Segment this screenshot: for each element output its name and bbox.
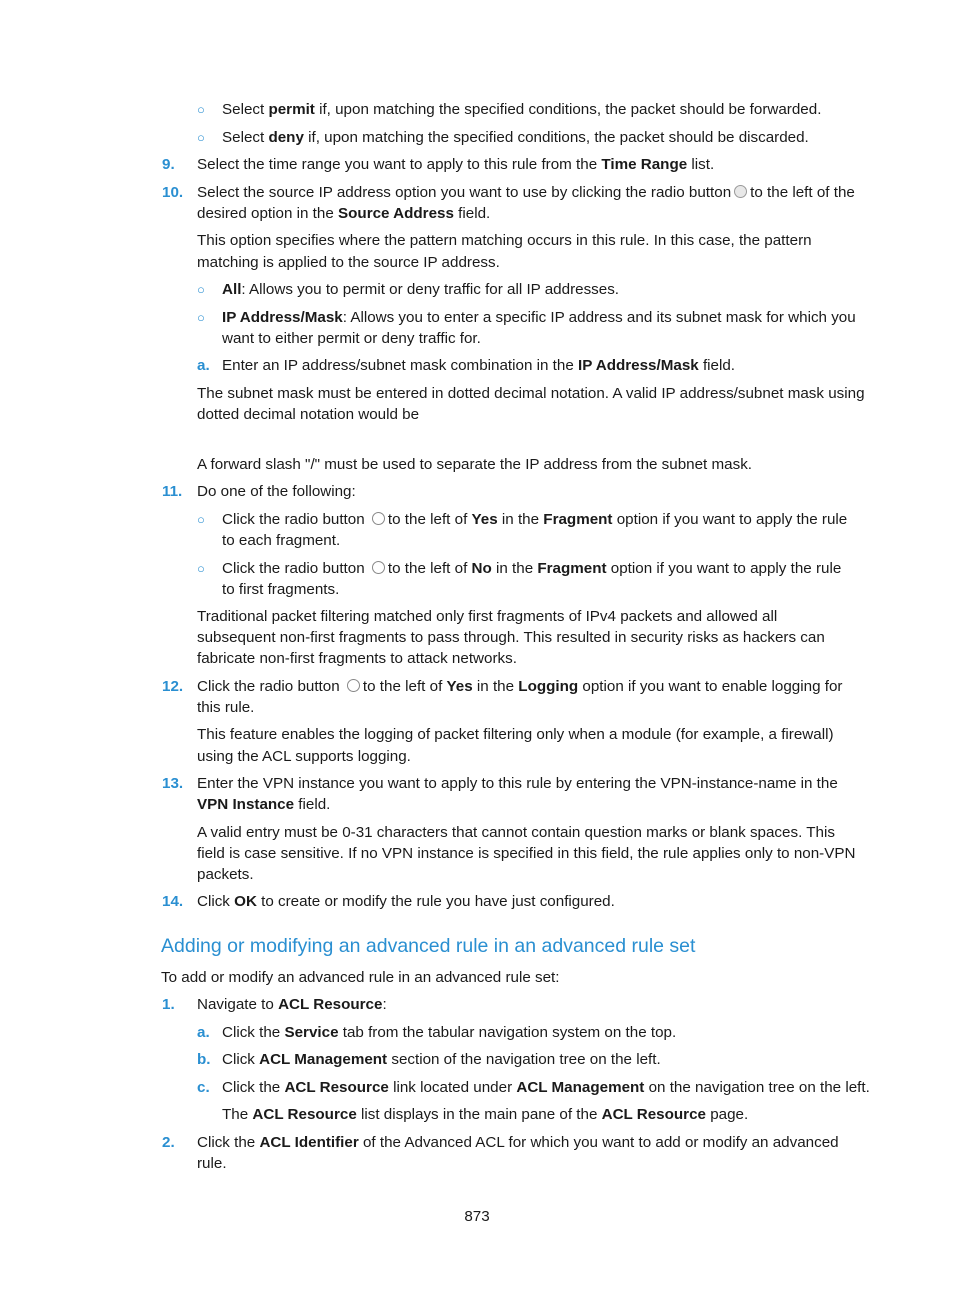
list-item: want to either permit or deny traffic for. bbox=[222, 330, 481, 347]
step-number: a. bbox=[197, 1024, 210, 1041]
step-number: 13. bbox=[162, 775, 184, 792]
list-item: All: Allows you to permit or deny traffic for all IP addresses. bbox=[222, 281, 620, 298]
step-number: 9. bbox=[162, 156, 175, 173]
radio-button-icon bbox=[734, 185, 747, 198]
step-number: 2. bbox=[162, 1134, 175, 1151]
paragraph: field is case sensitive. If no VPN instance is specified in this field, the rule applies only to non-VPN bbox=[197, 845, 856, 862]
list-item: Select deny if, upon matching the specified conditions, the packet should be discarded. bbox=[222, 129, 809, 146]
bullet-icon: ○ bbox=[197, 310, 205, 325]
paragraph: The ACL Resource list displays in the main pane of the ACL Resource page. bbox=[222, 1106, 749, 1123]
radio-button-icon bbox=[372, 561, 385, 574]
step-number: 10. bbox=[162, 184, 184, 201]
bullet-icon: ○ bbox=[197, 561, 205, 576]
step-text: Navigate to ACL Resource: bbox=[197, 996, 387, 1013]
step-text: Select the source IP address option you want to use by clicking the radio button to the left of the bbox=[197, 184, 855, 201]
step-text: Select the time range you want to apply to this rule from the Time Range list. bbox=[197, 156, 715, 173]
step-text: Click the radio button to the left of Yes in the Logging option if you want to enable logging for bbox=[197, 678, 843, 695]
bullet-icon: ○ bbox=[197, 512, 205, 527]
list-item: Select permit if, upon matching the specified conditions, the packet should be forwarded. bbox=[222, 101, 822, 118]
bullet-icon: ○ bbox=[197, 282, 205, 297]
step-text: VPN Instance field. bbox=[197, 796, 331, 813]
page-number: 873 bbox=[464, 1208, 490, 1225]
step-number: b. bbox=[197, 1051, 211, 1068]
paragraph: subsequent non-first fragments to pass through. This resulted in security risks as hackers can bbox=[197, 629, 825, 646]
list-item: Click the radio button to the left of Yes in the Fragment option if you want to apply the rule bbox=[222, 511, 848, 528]
step-number: 12. bbox=[162, 678, 184, 695]
list-item: Click the radio button to the left of No in the Fragment option if you want to apply the rule bbox=[222, 560, 842, 577]
paragraph: packets. bbox=[197, 866, 254, 883]
bullet-icon: ○ bbox=[197, 102, 205, 117]
bullet-icon: ○ bbox=[197, 130, 205, 145]
paragraph: The subnet mask must be entered in dotted decimal notation. A valid IP address/subnet mask using bbox=[197, 385, 865, 402]
paragraph: This feature enables the logging of packet filtering only when a module (for example, a firewall) bbox=[197, 726, 834, 743]
list-item: to first fragments. bbox=[222, 581, 340, 598]
step-text: desired option in the Source Address field. bbox=[197, 205, 491, 222]
radio-button-icon bbox=[347, 679, 360, 692]
step-number: a. bbox=[197, 357, 210, 374]
step-number: 11. bbox=[162, 483, 183, 500]
paragraph: using the ACL supports logging. bbox=[197, 748, 411, 765]
step-text: rule. bbox=[197, 1155, 227, 1172]
radio-button-icon bbox=[372, 512, 385, 525]
step-text: Click the Service tab from the tabular navigation system on the top. bbox=[222, 1024, 677, 1041]
step-number: c. bbox=[197, 1079, 210, 1096]
list-item: to each fragment. bbox=[222, 532, 341, 549]
step-text: Click ACL Management section of the navigation tree on the left. bbox=[222, 1051, 661, 1068]
paragraph: Traditional packet filtering matched only first fragments of IPv4 packets and allowed all bbox=[197, 608, 778, 625]
section-heading: Adding or modifying an advanced rule in an advanced rule set bbox=[161, 935, 696, 957]
paragraph: A forward slash "/" must be used to separate the IP address from the subnet mask. bbox=[197, 456, 753, 473]
paragraph: This option specifies where the pattern matching occurs in this rule. In this case, the pattern bbox=[197, 232, 812, 249]
paragraph: matching is applied to the source IP address. bbox=[197, 254, 500, 271]
step-text: this rule. bbox=[197, 699, 255, 716]
step-number: 1. bbox=[162, 996, 175, 1013]
step-text: Enter an IP address/subnet mask combination in the IP Address/Mask field. bbox=[222, 357, 736, 374]
step-text: Do one of the following: bbox=[197, 483, 356, 500]
paragraph: A valid entry must be 0-31 characters that cannot contain question marks or blank spaces. This bbox=[197, 824, 835, 841]
step-text: Click the ACL Resource link located under ACL Management on the navigation tree on the left. bbox=[222, 1079, 870, 1096]
step-text: Click the ACL Identifier of the Advanced ACL for which you want to add or modify an advanced bbox=[197, 1134, 839, 1151]
paragraph: fabricate non-first fragments to attack networks. bbox=[197, 650, 517, 667]
paragraph: dotted decimal notation would be bbox=[197, 406, 420, 423]
step-text: Click OK to create or modify the rule you have just configured. bbox=[197, 893, 615, 910]
step-number: 14. bbox=[162, 893, 184, 910]
list-item: IP Address/Mask: Allows you to enter a specific IP address and its subnet mask for which you bbox=[222, 309, 856, 326]
step-text: Enter the VPN instance you want to apply to this rule by entering the VPN-instance-name in the bbox=[197, 775, 838, 792]
paragraph: To add or modify an advanced rule in an advanced rule set: bbox=[161, 969, 560, 986]
